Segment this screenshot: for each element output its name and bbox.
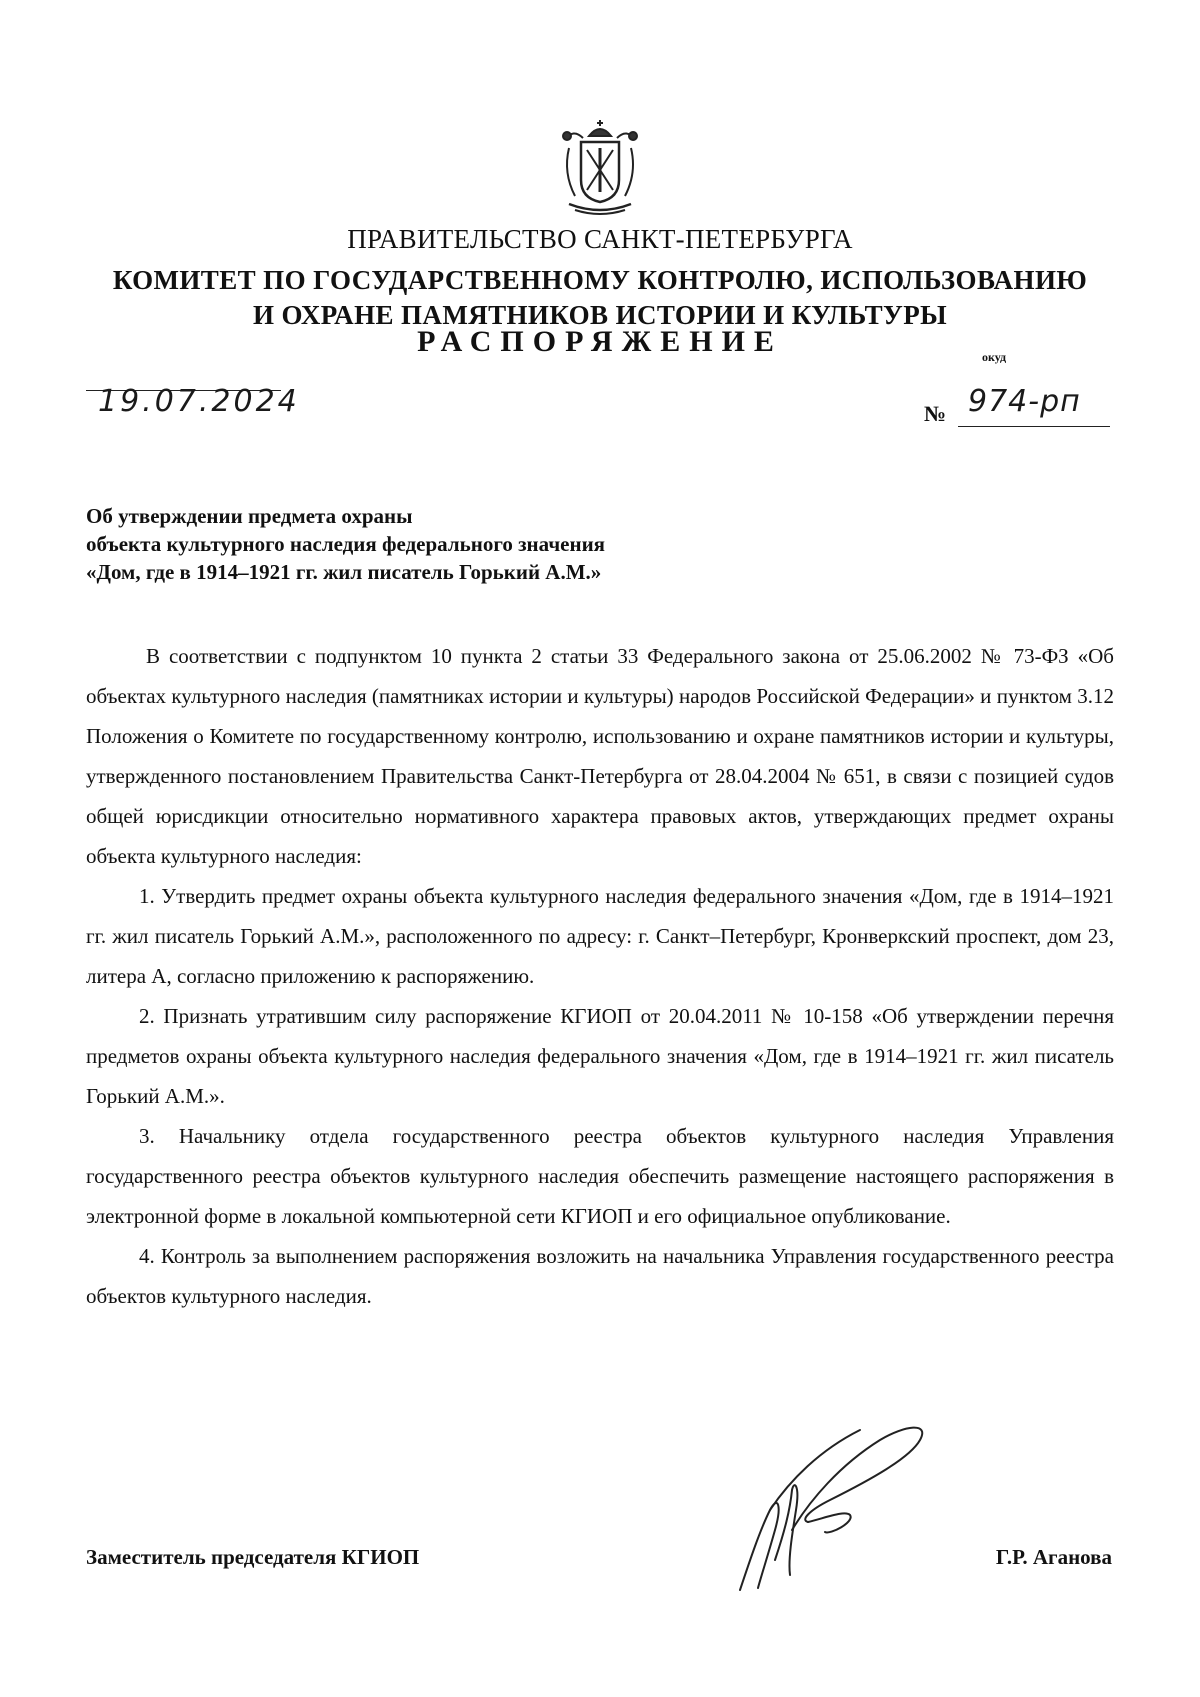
- order-item-1: 1. Утвердить предмет охраны объекта культурного наследия федерального значения «Дом, где в 1914–1921 гг. жил писатель Горький А.М.», расположенного по адресу: г. Санкт–Петербург, Кронверкский проспект, дом 23, литера А, согласно приложению к распоряжению.: [86, 884, 1114, 988]
- number-underline: [958, 426, 1110, 427]
- order-item-2: 2. Признать утратившим силу распоряжение КГИОП от 20.04.2011 № 10-158 «Об утверждении перечня предметов охраны объекта культурного наследия федерального значения «Дом, где в 1914–1921 гг. жил писатель Горький А.М.».: [86, 1004, 1114, 1108]
- subject-line1: Об утверждении предмета охраны: [86, 504, 413, 528]
- document-number-label: №: [924, 401, 947, 426]
- subject-line3: «Дом, где в 1914–1921 гг. жил писатель Горький А.М.»: [86, 560, 602, 584]
- subject-line2: объекта культурного наследия федерального значения: [86, 532, 606, 556]
- committee-name-line2: И ОХРАНЕ ПАМЯТНИКОВ ИСТОРИИ И КУЛЬТУРЫ: [252, 300, 947, 330]
- signer-name: Г.Р. Аганова: [995, 1545, 1112, 1569]
- okud-label: окуд: [982, 350, 1007, 364]
- committee-name-line1: КОМИТЕТ ПО ГОСУДАРСТВЕННОМУ КОНТРОЛЮ, ИСПОЛЬЗОВАНИЮ: [112, 265, 1088, 295]
- order-item-3: 3. Начальнику отдела государственного реестра объектов культурного наследия Управления государственного реестра объектов культурного наследия обеспечить размещение настоящего распоряжения в электронной форме в локальной компьютерной сети КГИОП и его официальное опубликование.: [86, 1124, 1114, 1228]
- document-subject: [86, 502, 786, 586]
- document-type: РАСПОРЯЖЕНИЕ: [417, 325, 783, 358]
- government-name: ПРАВИТЕЛЬСТВО САНКТ-ПЕТЕРБУРГА: [347, 224, 853, 254]
- signer-position: Заместитель председателя КГИОП: [86, 1545, 420, 1569]
- preamble-paragraph: В соответствии с подпунктом 10 пункта 2 статьи 33 Федерального закона от 25.06.2002 № 73-ФЗ «Об объектах культурного наследия (памятниках истории и культуры) народов Российской Федерации» и пунктом 3.12 Положения о Комитете по государственному контролю, использованию и охране памятников истории и культуры, утвержденного постановлением Правительства Санкт-Петербурга от 28.04.2004 № 651, в связи с позицией судов общей юрисдикции относительно нормативного характера правовых актов, утверждающих предмет охраны объекта культурного наследия:: [86, 644, 1114, 868]
- document-body: [86, 636, 1114, 1316]
- document-date: 19.07.2024: [98, 384, 300, 419]
- coat-of-arms-icon: [555, 118, 645, 218]
- committee-name: [0, 263, 1200, 333]
- order-item-4: 4. Контроль за выполнением распоряжения возложить на начальника Управления государственного реестра объектов культурного наследия.: [86, 1244, 1114, 1308]
- document-number: 974-рп: [968, 384, 1081, 419]
- handwritten-signature-icon: [730, 1410, 940, 1600]
